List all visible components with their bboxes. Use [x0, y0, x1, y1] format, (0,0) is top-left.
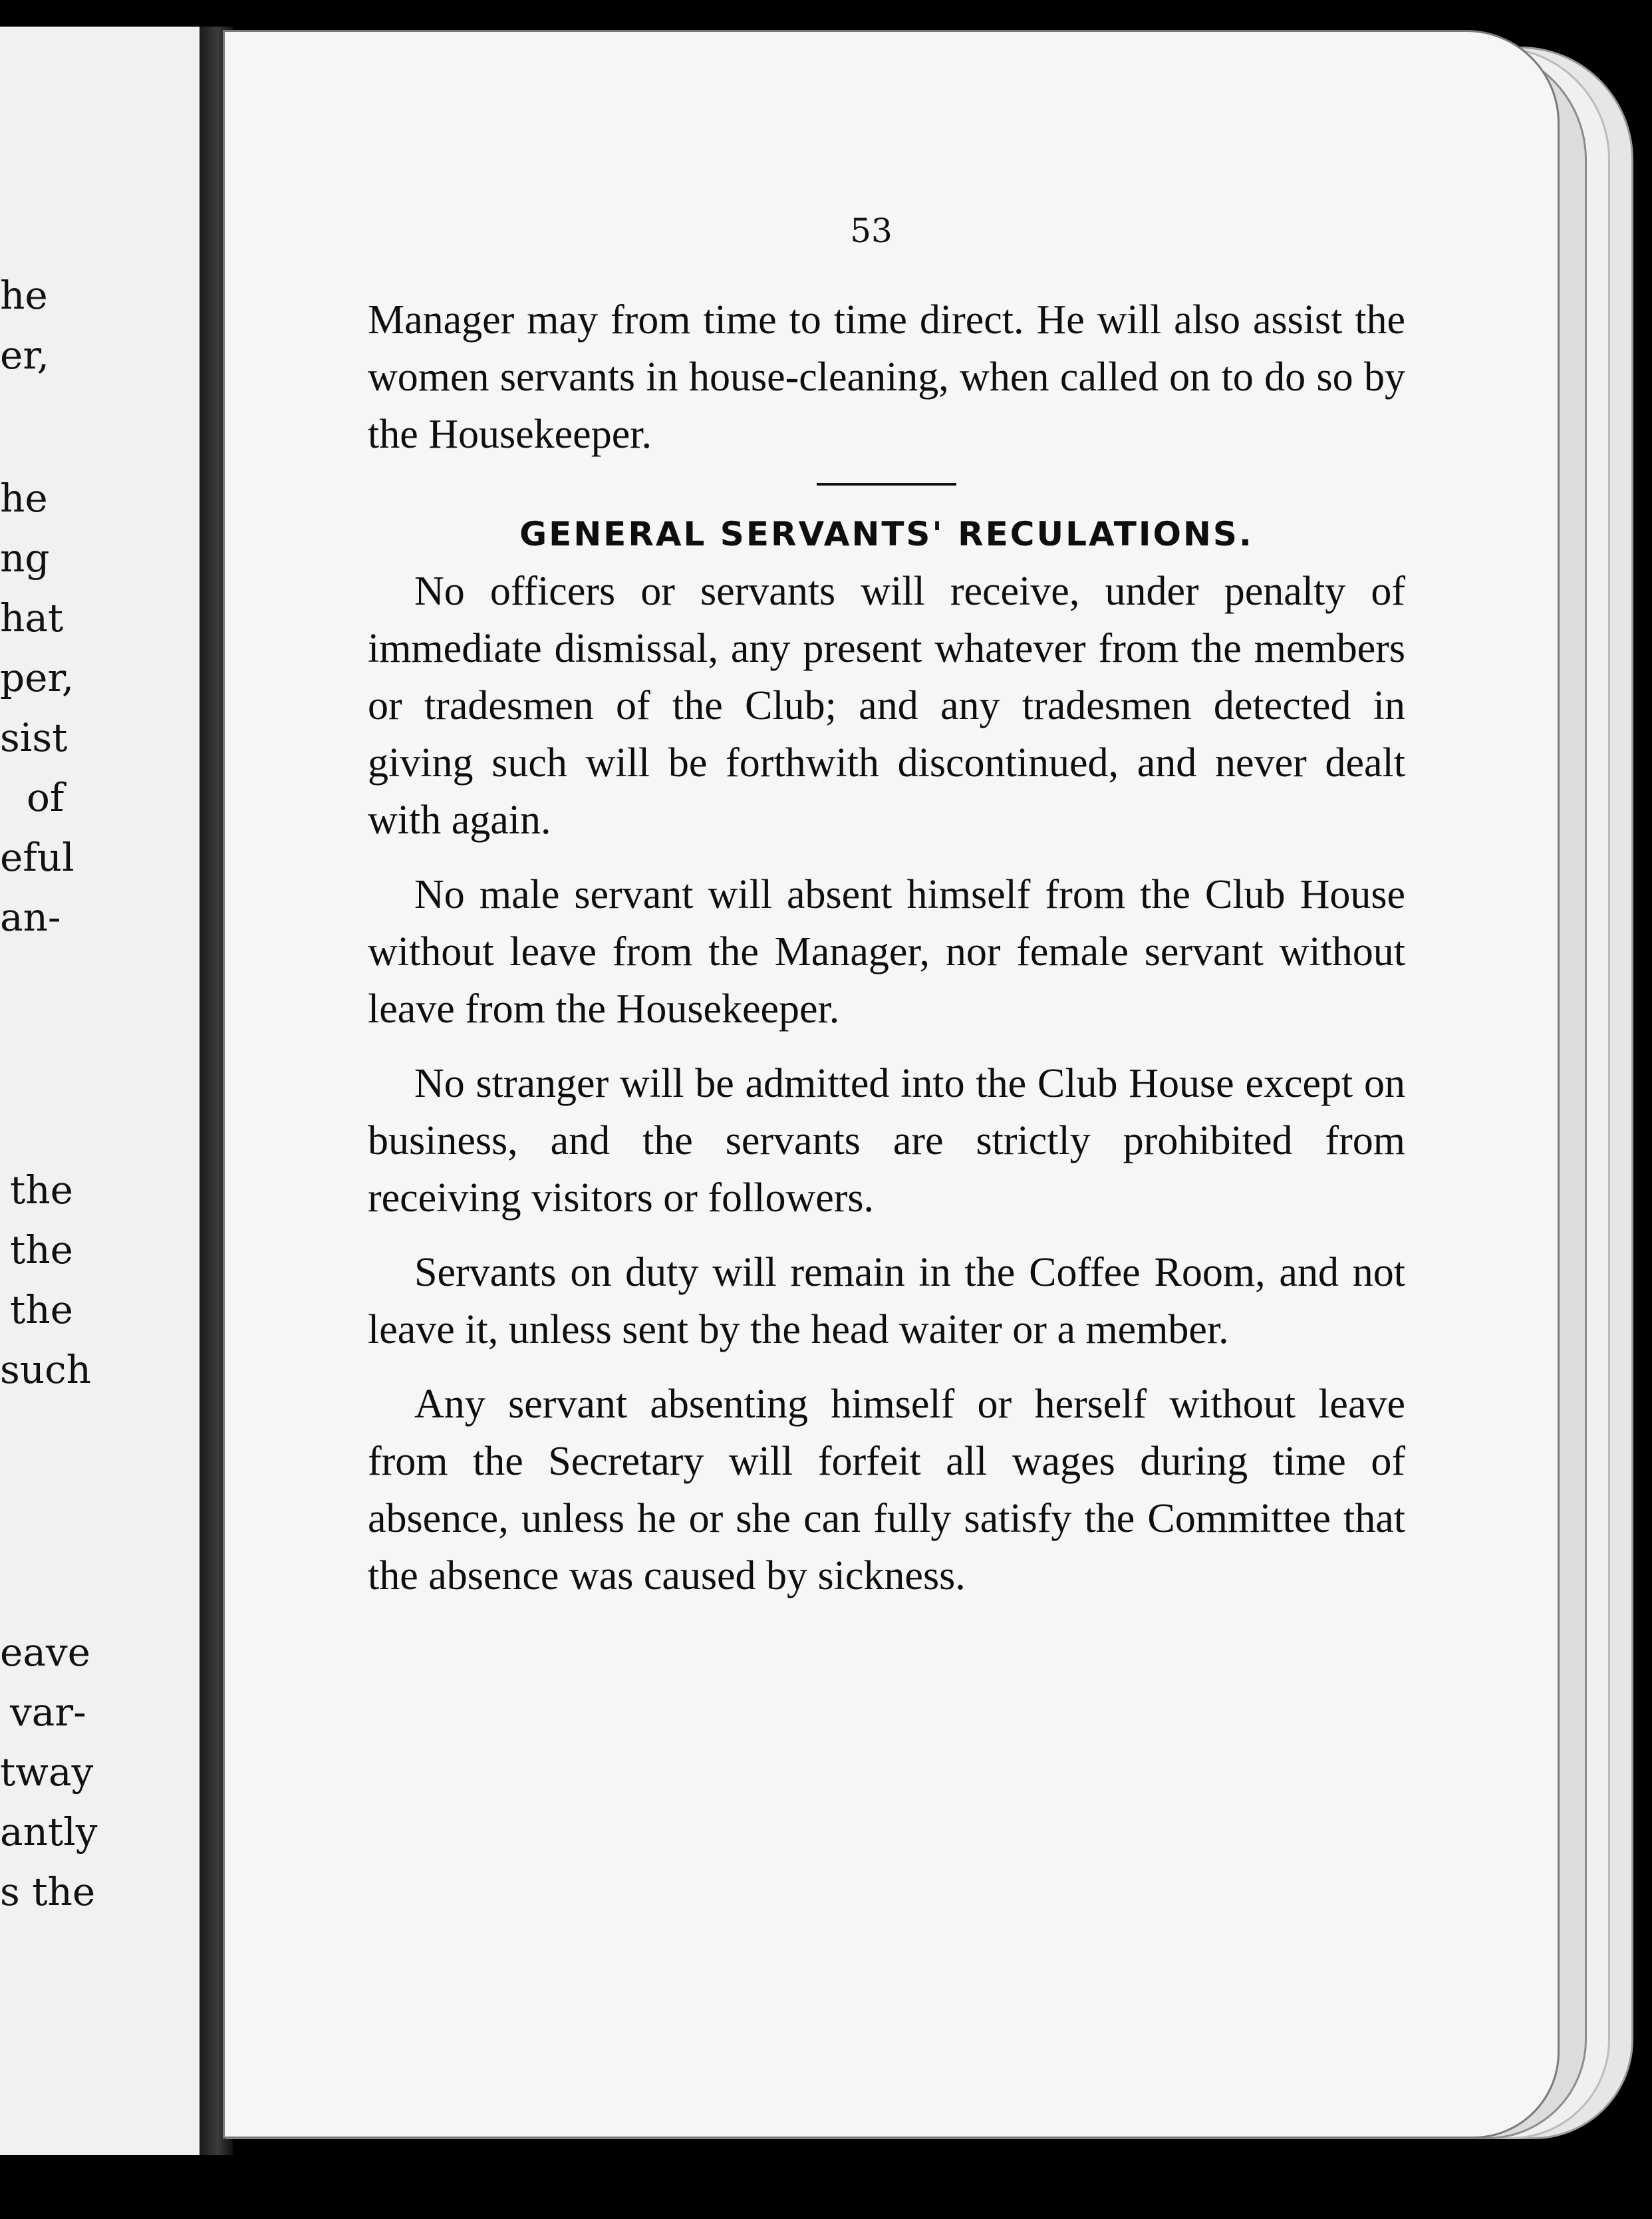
facing-line-fragment: the: [10, 1227, 73, 1272]
regulation-paragraph: No stranger will be admitted into the Club House except on business, and the servants are strictly prohibited from receiving visitors or followers.: [368, 1061, 1405, 1221]
regulation-paragraph: Any servant absenting himself or herself without leave from the Secretary will forfeit all wages during time of absence, unless he or she can fully satisfy the Committee that the absence was caused by sickness.: [368, 1382, 1405, 1598]
facing-page-text-fragments: [0, 27, 200, 2155]
facing-line-fragment: he: [0, 273, 48, 318]
facing-line-fragment: s the: [0, 1869, 96, 1914]
facing-line-fragment: eave: [0, 1630, 90, 1675]
facing-line-fragment: the: [10, 1287, 73, 1332]
section-divider: [817, 483, 956, 486]
facing-line-fragment: per,: [0, 655, 74, 700]
page-number: [225, 212, 1558, 250]
facing-line-fragment: an-: [0, 895, 61, 940]
section-heading: GENERAL SERVANTS' RECULATIONS.: [519, 515, 1254, 553]
facing-line-fragment: antly: [0, 1809, 98, 1854]
regulation-paragraph: No male servant will absent himself from the Club House without leave from the Manager, nor female servant without leave from the Housekeeper.: [368, 872, 1405, 1032]
continuation-paragraph: Manager may from time to time direct. He will also assist the women servants in house-cleaning, when called on to do so by the Housekeeper.: [368, 297, 1405, 457]
regulation-paragraph: No officers or servants will receive, under penalty of immediate dismissal, any present whatever from the members or tradesmen of the Club; and any tradesmen detected in giving such will be forthwith discontinued, and never dealt with again.: [368, 569, 1405, 843]
facing-line-fragment: hat: [0, 595, 64, 641]
page-body: [368, 291, 1405, 1622]
page-number-text: 53: [850, 212, 893, 250]
regulation-paragraph: Servants on duty will remain in the Coffee Room, and not leave it, unless sent by the head waiter or a member.: [368, 1250, 1405, 1352]
facing-page-left: [0, 27, 202, 2155]
facing-line-fragment: such: [0, 1347, 91, 1392]
facing-line-fragment: ng: [0, 535, 50, 581]
facing-line-fragment: var-: [10, 1690, 86, 1735]
book-page: [223, 30, 1560, 2139]
facing-line-fragment: er,: [0, 333, 50, 378]
facing-line-fragment: the: [10, 1167, 73, 1213]
facing-line-fragment: eful: [0, 835, 74, 880]
facing-line-fragment: of: [27, 775, 65, 820]
facing-line-fragment: he: [0, 476, 48, 521]
facing-line-fragment: tway: [0, 1749, 94, 1795]
facing-line-fragment: sist: [0, 715, 68, 760]
